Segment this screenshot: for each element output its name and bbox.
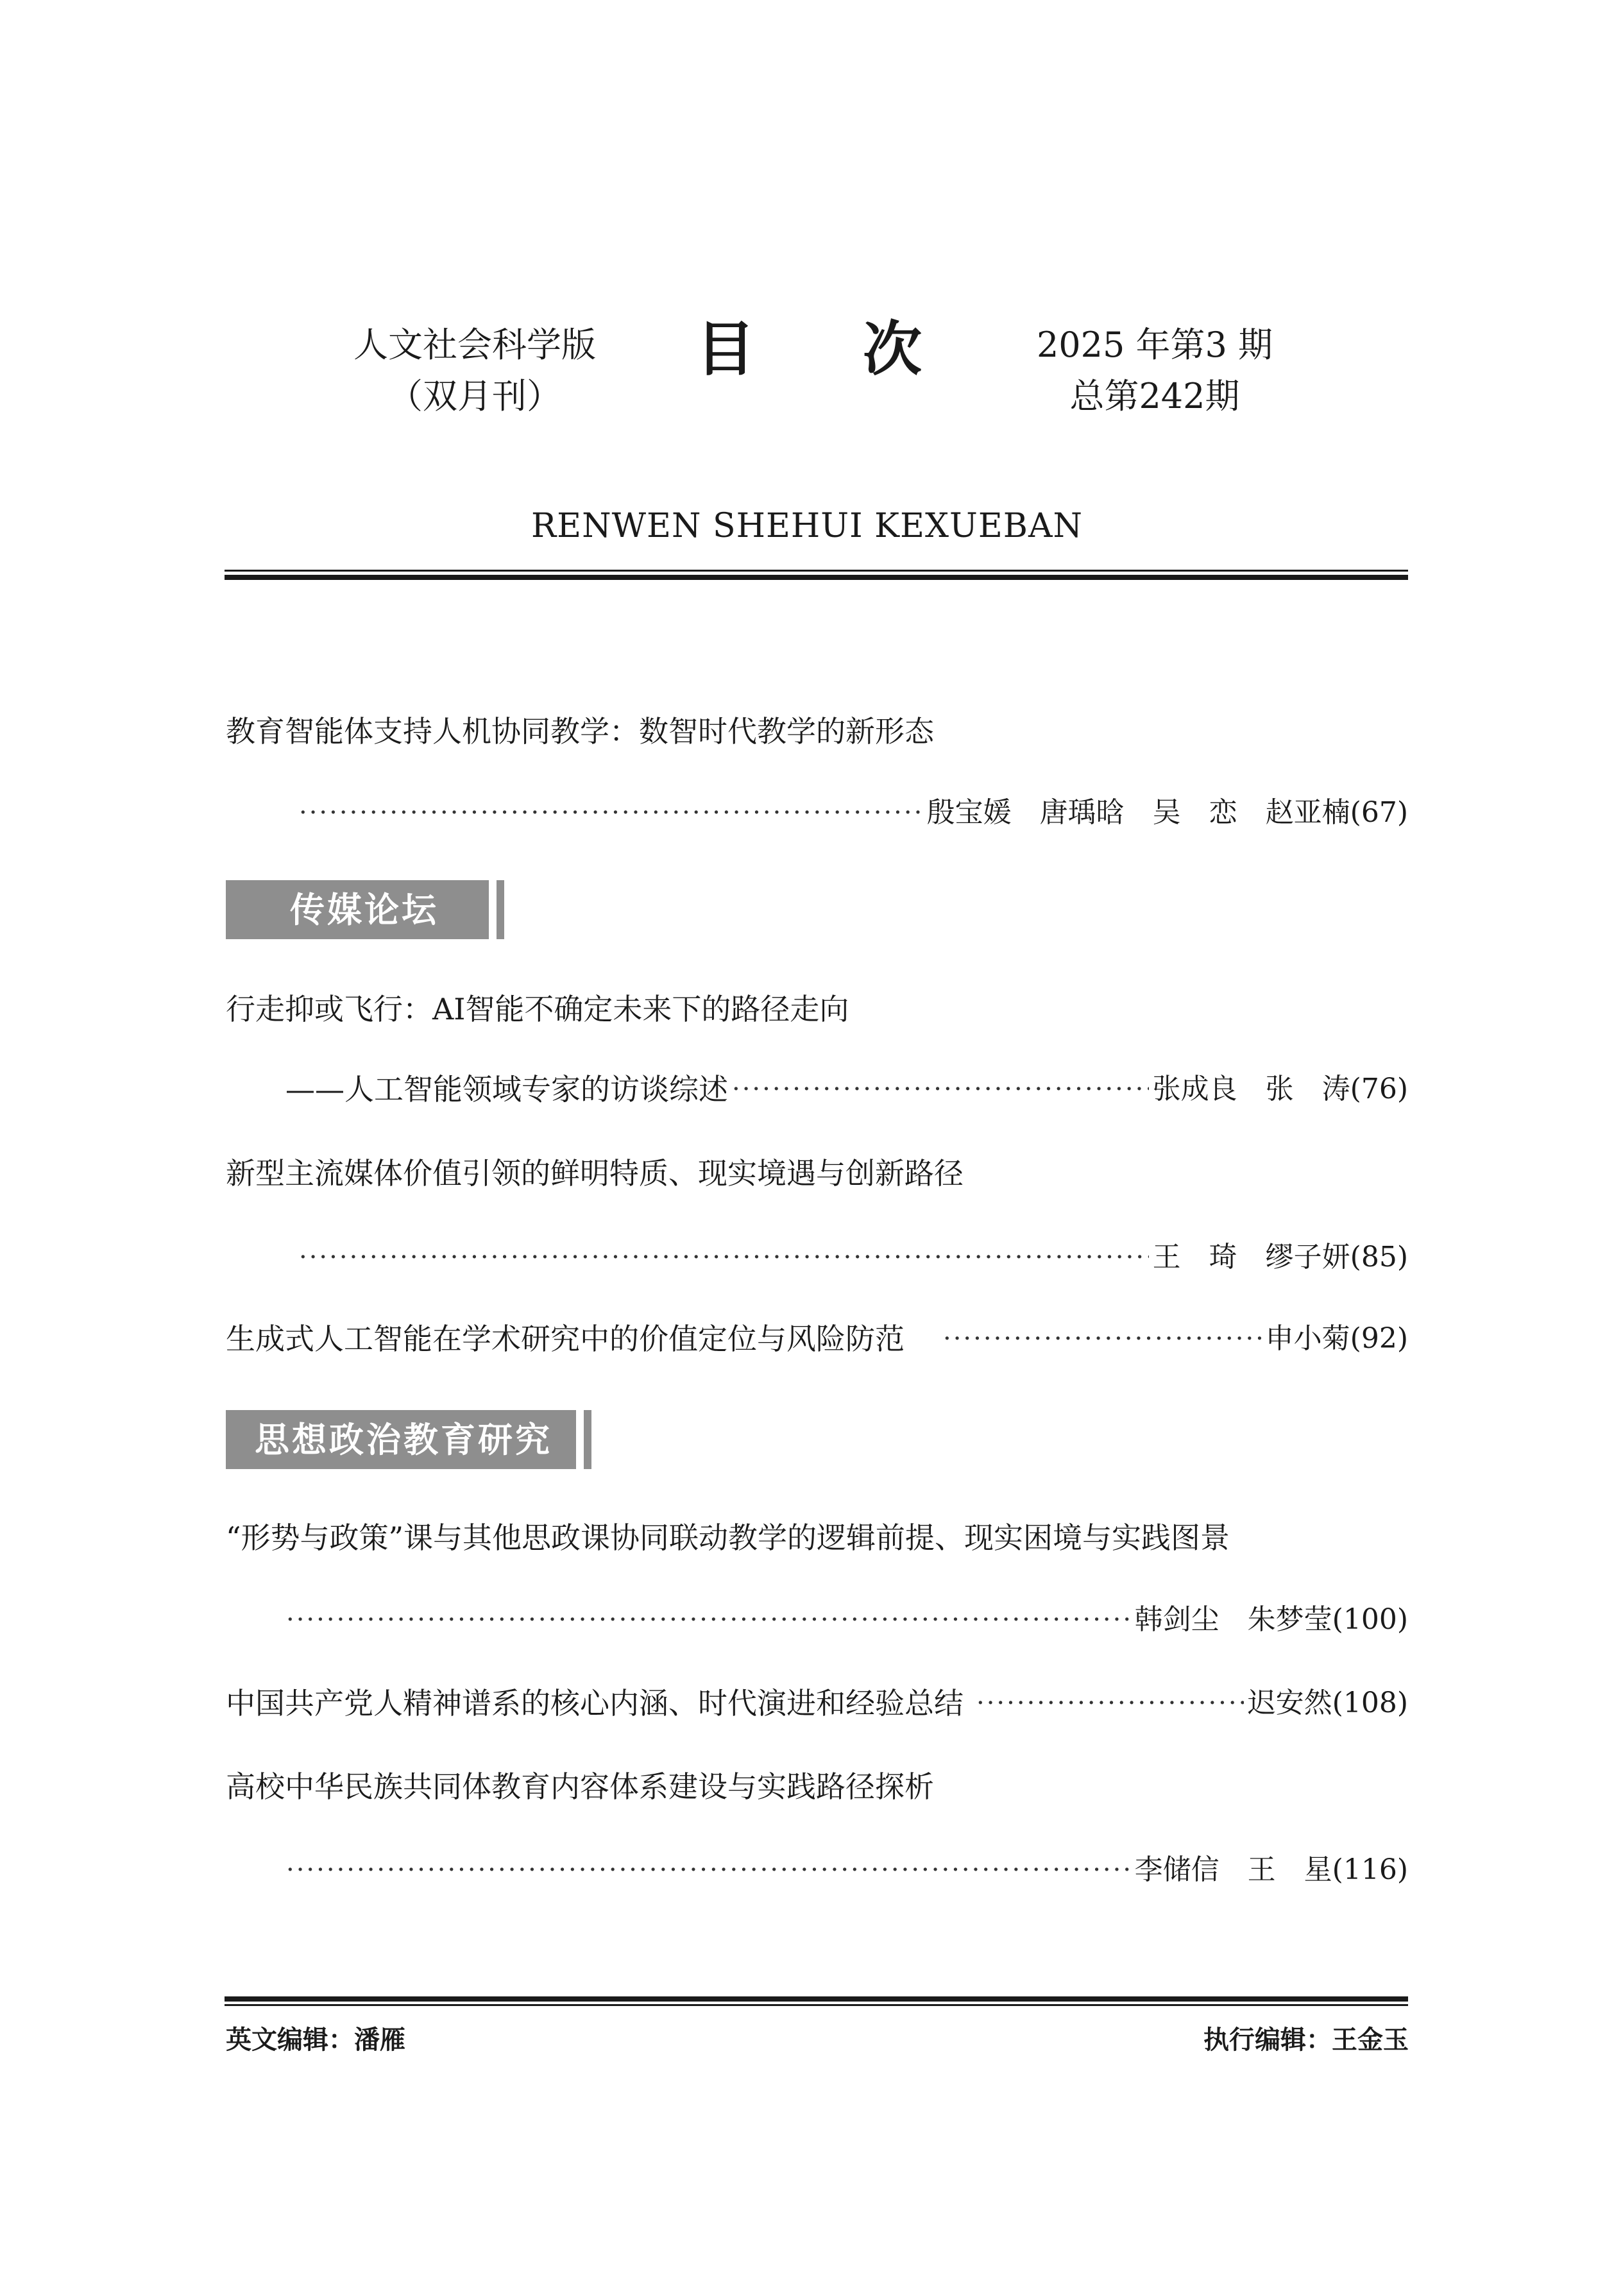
dot-leader bbox=[286, 1597, 1131, 1642]
edition-name: 人文社会科学版 bbox=[353, 325, 596, 365]
issue-number: 2025 年第3 期 bbox=[1036, 325, 1273, 365]
footer-rule-thin bbox=[225, 2004, 1408, 2006]
dot-leader bbox=[299, 790, 923, 835]
edition-label bbox=[334, 319, 616, 422]
entry-byline bbox=[282, 1597, 1408, 1642]
entry-authors: 申小菊 bbox=[1265, 1322, 1350, 1355]
entry-authors: 迟安然 bbox=[1247, 1687, 1332, 1719]
entry-page: (92) bbox=[1350, 1322, 1408, 1355]
section-title: 传媒论坛 bbox=[290, 889, 439, 930]
dot-leader bbox=[286, 1848, 1131, 1892]
journal-pinyin: RENWEN SHEHUI KEXUEBAN bbox=[531, 507, 1083, 545]
entry-byline bbox=[295, 1235, 1408, 1280]
entry-title[interactable]: 行走抑或飞行：AI智能不确定未来下的路径走向 bbox=[226, 992, 849, 1026]
entry-authors: 殷宝媛 唐瑀晗 吴 恋 赵亚楠 bbox=[926, 796, 1350, 829]
entry-page: (67) bbox=[1350, 796, 1408, 829]
entry-row[interactable] bbox=[226, 1681, 1408, 1726]
entry-byline bbox=[285, 1067, 1408, 1112]
entry-title[interactable]: 高校中华民族共同体教育内容体系建设与实践路径探析 bbox=[226, 1769, 934, 1804]
footer-rule-thick bbox=[225, 1996, 1408, 2002]
dot-leader bbox=[976, 1681, 1244, 1726]
section-title: 思想政治教育研究 bbox=[255, 1419, 552, 1460]
entry-subtitle: ——人工智能领域专家的访谈综述 bbox=[285, 1072, 728, 1107]
entry-authors: 韩剑尘 朱梦莹 bbox=[1134, 1603, 1332, 1636]
executive-editor: 执行编辑：王金玉 bbox=[1203, 2025, 1409, 2055]
section-badge-ideological-education bbox=[226, 1410, 591, 1469]
entry-byline bbox=[295, 790, 1408, 835]
entry-title: 生成式人工智能在学术研究中的价值定位与风险防范 bbox=[226, 1322, 905, 1356]
toc-title-char-2: 次 bbox=[863, 315, 922, 384]
section-badge-media-forum bbox=[226, 880, 504, 939]
dot-leader bbox=[943, 1316, 1262, 1361]
entry-authors: 李储信 王 星 bbox=[1134, 1853, 1332, 1886]
toc-title-char-1: 目 bbox=[696, 315, 756, 384]
entry-page: (85) bbox=[1350, 1241, 1408, 1273]
edition-frequency: （双月刊） bbox=[388, 376, 561, 416]
badge-edge-bar bbox=[497, 880, 504, 939]
badge-edge-bar bbox=[584, 1410, 591, 1469]
entry-page: (116) bbox=[1332, 1853, 1408, 1886]
entry-byline bbox=[282, 1848, 1408, 1892]
english-editor: 英文编辑：潘雁 bbox=[226, 2025, 405, 2055]
issue-info bbox=[1014, 319, 1296, 422]
entry-page: (108) bbox=[1332, 1687, 1408, 1719]
entry-page: (100) bbox=[1332, 1603, 1408, 1636]
header-rule-thick bbox=[225, 575, 1408, 580]
entry-page: (76) bbox=[1350, 1073, 1408, 1105]
entry-row[interactable] bbox=[226, 1316, 1408, 1361]
header-rule-thin bbox=[225, 570, 1408, 572]
entry-title[interactable]: 新型主流媒体价值引领的鲜明特质、现实境遇与创新路径 bbox=[226, 1156, 964, 1191]
entry-authors: 张成良 张 涛 bbox=[1152, 1073, 1350, 1105]
entry-title[interactable]: 教育智能体支持人机协同教学：数智时代教学的新形态 bbox=[226, 714, 934, 749]
issue-total: 总第242期 bbox=[1069, 376, 1240, 416]
entry-title[interactable]: “形势与政策”课与其他思政课协同联动教学的逻辑前提、现实困境与实践图景 bbox=[226, 1520, 1230, 1555]
dot-leader bbox=[732, 1067, 1149, 1112]
dot-leader bbox=[299, 1235, 1149, 1280]
entry-title: 中国共产党人精神谱系的核心内涵、时代演进和经验总结 bbox=[226, 1686, 964, 1721]
entry-authors: 王 琦 缪子妍 bbox=[1152, 1241, 1350, 1273]
